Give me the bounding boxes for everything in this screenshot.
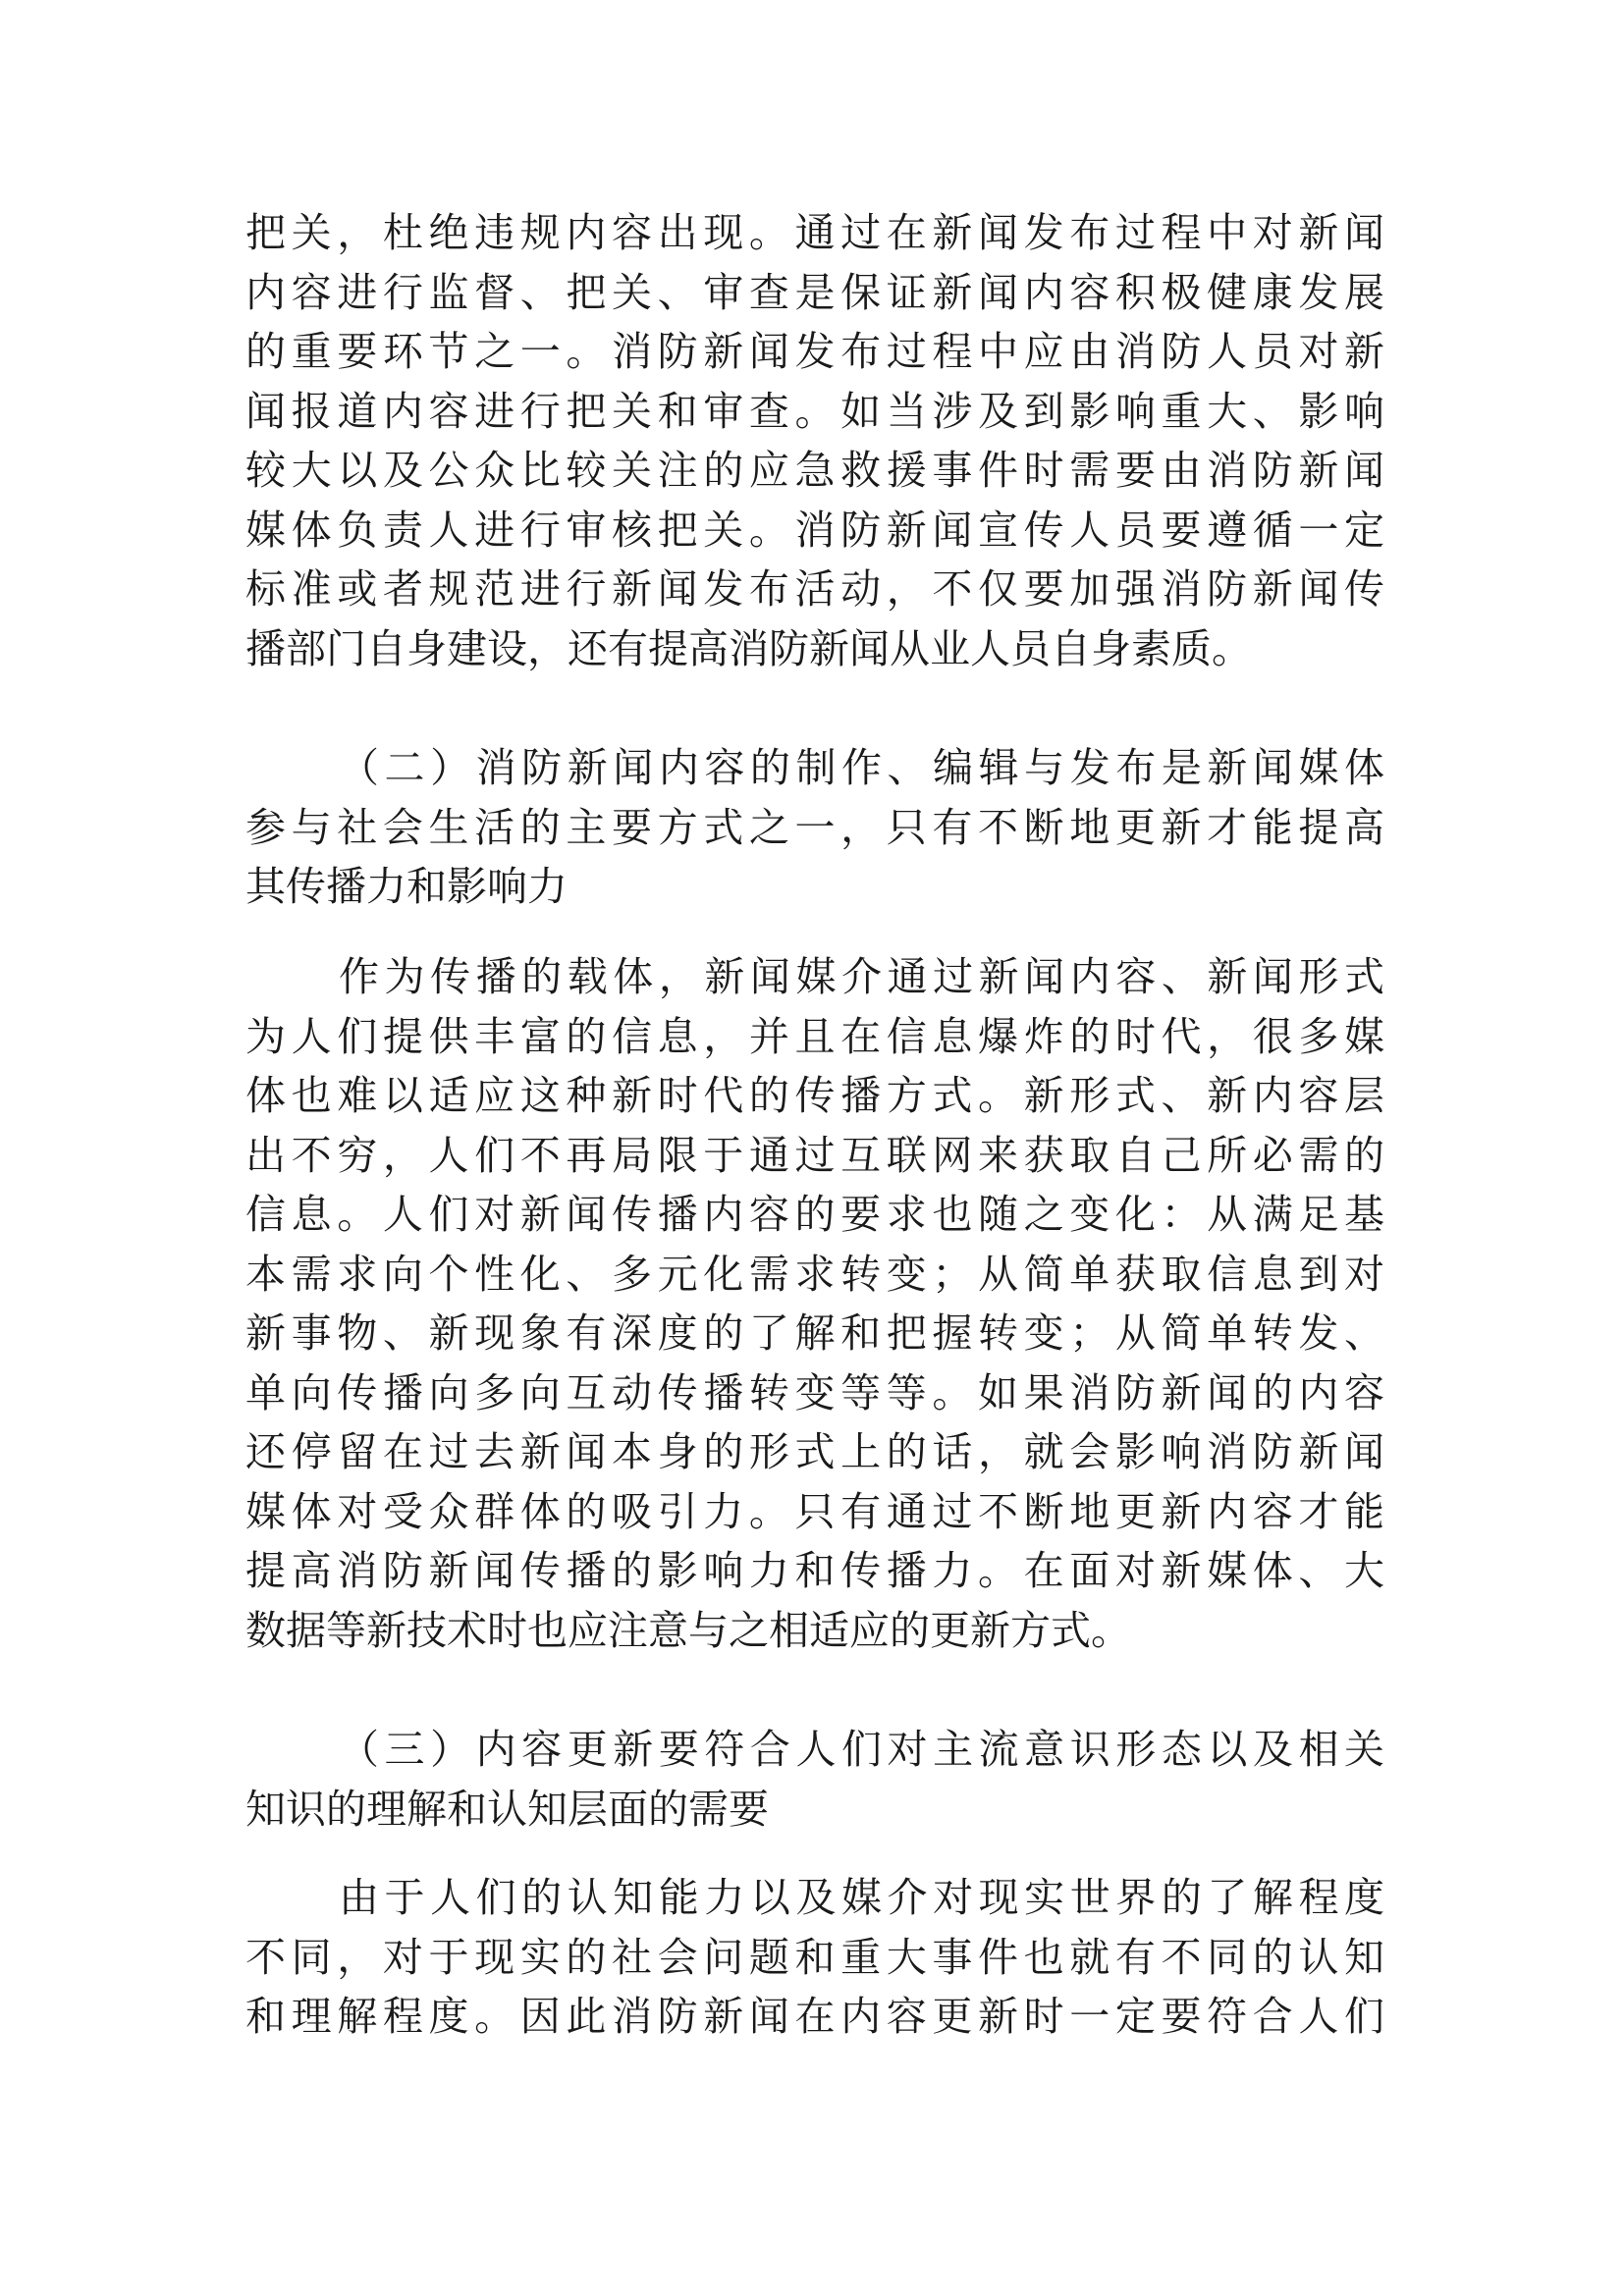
text-line: 信息。人们对新闻传播内容的要求也随之变化：从满足基: [245, 1191, 1384, 1238]
text-line: 其传播力和影响力: [245, 863, 568, 910]
text-line: 提高消防新闻传播的影响力和传播力。在面对新媒体、大: [245, 1547, 1384, 1594]
text-line: 数据等新技术时也应注意与之相适应的更新方式。: [245, 1606, 1131, 1654]
text-line: 不同，对于现实的社会问题和重大事件也就有不同的认知: [245, 1933, 1384, 1981]
text-line: 单向传播向多向互动传播转变等等。如果消防新闻的内容: [245, 1368, 1384, 1416]
text-line: 还停留在过去新闻本身的形式上的话，就会影响消防新闻: [245, 1428, 1384, 1475]
text-line: 播部门自身建设，还有提高消防新闻从业人员自身素质。: [245, 624, 1252, 672]
text-line: 媒体负责人进行审核把关。消防新闻宣传人员要遵循一定: [245, 506, 1384, 554]
section-heading-2: [245, 738, 1384, 917]
text-line: 参与社会生活的主要方式之一，只有不断地更新才能提高: [245, 803, 1384, 851]
body-paragraph-3: [245, 1868, 1384, 2047]
text-line: 知识的理解和认知层面的需要: [245, 1785, 769, 1833]
body-paragraph-1: [245, 203, 1384, 678]
text-line: 本需求向个性化、多元化需求转变；从简单获取信息到对: [245, 1250, 1384, 1298]
text-line: 新事物、新现象有深度的了解和把握转变；从简单转发、: [245, 1309, 1384, 1357]
text-line: 把关，杜绝违规内容出现。通过在新闻发布过程中对新闻: [245, 209, 1384, 256]
text-line: 媒体对受众群体的吸引力。只有通过不断地更新内容才能: [245, 1487, 1384, 1535]
body-paragraph-2: [245, 947, 1384, 1660]
text-line: 标准或者规范进行新闻发布活动，不仅要加强消防新闻传: [245, 565, 1384, 613]
text-line: （二）消防新闻内容的制作、编辑与发布是新闻媒体: [339, 744, 1384, 791]
text-line: 较大以及公众比较关注的应急救援事件时需要由消防新闻: [245, 447, 1384, 494]
text-line: 的重要环节之一。消防新闻发布过程中应由消防人员对新: [245, 328, 1384, 375]
text-line: 作为传播的载体，新闻媒介通过新闻内容、新闻形式: [339, 953, 1384, 1000]
text-line: 出不穷，人们不再局限于通过互联网来获取自己所必需的: [245, 1131, 1384, 1179]
text-line: 闻报道内容进行把关和审查。如当涉及到影响重大、影响: [245, 387, 1384, 435]
text-line: 内容进行监督、把关、审查是保证新闻内容积极健康发展: [245, 268, 1384, 316]
text-line: 由于人们的认知能力以及媒介对现实世界的了解程度: [339, 1874, 1384, 1921]
text-line: 体也难以适应这种新时代的传播方式。新形式、新内容层: [245, 1072, 1384, 1119]
section-heading-3: [245, 1720, 1384, 1839]
text-line: 和理解程度。因此消防新闻在内容更新时一定要符合人们: [245, 1993, 1384, 2040]
text-line: 为人们提供丰富的信息，并且在信息爆炸的时代，很多媒: [245, 1012, 1384, 1060]
text-line: （三）内容更新要符合人们对主流意识形态以及相关: [339, 1726, 1384, 1773]
